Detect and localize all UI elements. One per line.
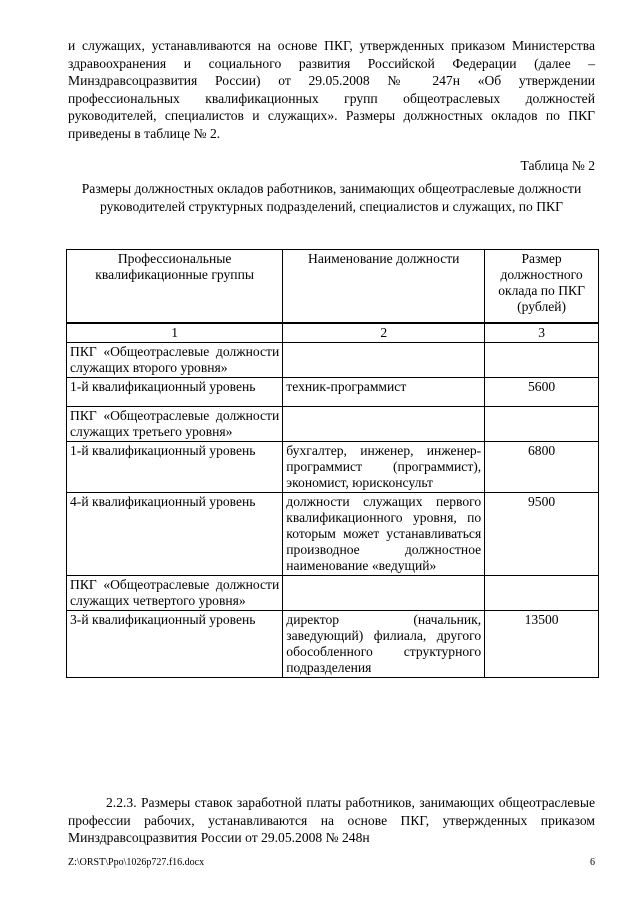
- table-row: [67, 576, 599, 611]
- row-position: [283, 343, 485, 378]
- header-salary: Размер должностного оклада по ПКГ (рублей): [485, 250, 599, 324]
- page-number: 6: [590, 857, 595, 868]
- row-group: 1-й квалификационный уровень: [67, 378, 283, 407]
- next-paragraph: 2.2.3. Размеры ставок заработной платы работников, занимающих общеотраслевые профессии рабочих, устанавливаются на основе ПКГ, утвержденных приказом Минздравсоцразвития России от 29.05.2008 № 248н: [68, 795, 595, 846]
- table-caption: Размеры должностных окладов работников, занимающих общеотраслевые должности руководителей структурных подразделений, специалистов и служащих, по ПКГ: [81, 181, 582, 214]
- row-salary: 13500: [485, 611, 599, 678]
- row-salary: [485, 407, 599, 442]
- table-row: [67, 442, 599, 493]
- table-row: [67, 343, 599, 378]
- col-number-3: 3: [485, 323, 599, 343]
- column-number-row: [67, 323, 599, 343]
- row-group: 4-й квалификационный уровень: [67, 493, 283, 576]
- table-row: [67, 493, 599, 576]
- row-salary: [485, 576, 599, 611]
- table-number: Таблица № 2: [520, 158, 595, 173]
- row-salary: 9500: [485, 493, 599, 576]
- row-group: 3-й квалификационный уровень: [67, 611, 283, 678]
- row-position: техник-программист: [283, 378, 485, 407]
- col-number-1: 1: [67, 323, 283, 343]
- row-position: директор (начальник, заведующий) филиала, другого обособленного структурного подразделения: [283, 611, 485, 678]
- row-position: должности служащих первого квалификационного уровня, по которым может устанавливаться производное должностное наименование «ведущий»: [283, 493, 485, 576]
- row-salary: [485, 343, 599, 378]
- table-row: [67, 611, 599, 678]
- row-group: ПКГ «Общеотраслевые должности служащих четвертого уровня»: [67, 576, 283, 611]
- table-header-row: [67, 250, 599, 324]
- salary-table: [66, 249, 599, 678]
- header-group: Профессиональные квалификационные группы: [67, 250, 283, 324]
- row-position: [283, 576, 485, 611]
- row-position: бухгалтер, инженер, инженер-программист (программист), экономист, юрисконсульт: [283, 442, 485, 493]
- row-salary: 6800: [485, 442, 599, 493]
- row-group: ПКГ «Общеотраслевые должности служащих второго уровня»: [67, 343, 283, 378]
- col-number-2: 2: [283, 323, 485, 343]
- header-position: Наименование должности: [283, 250, 485, 324]
- table-row: [67, 378, 599, 407]
- row-salary: 5600: [485, 378, 599, 407]
- row-position: [283, 407, 485, 442]
- footer-file-path: Z:\ORST\Ppo\1026p727.f16.docx: [68, 857, 205, 868]
- intro-paragraph: и служащих, устанавливаются на основе ПКГ, утвержденных приказом Министерства здравоохранения и социального развития Российской Федерации (далее – Минздравсоцразвития России) от 29.05.2008 № 247н «Об утверждении профессиональных квалификационных групп общеотраслевых должностей руководителей, специалистов и служащих». Размеры должностных окладов по ПКГ приведены в таблице № 2.: [68, 38, 595, 141]
- row-group: 1-й квалификационный уровень: [67, 442, 283, 493]
- table-row: [67, 407, 599, 442]
- row-group: ПКГ «Общеотраслевые должности служащих третьего уровня»: [67, 407, 283, 442]
